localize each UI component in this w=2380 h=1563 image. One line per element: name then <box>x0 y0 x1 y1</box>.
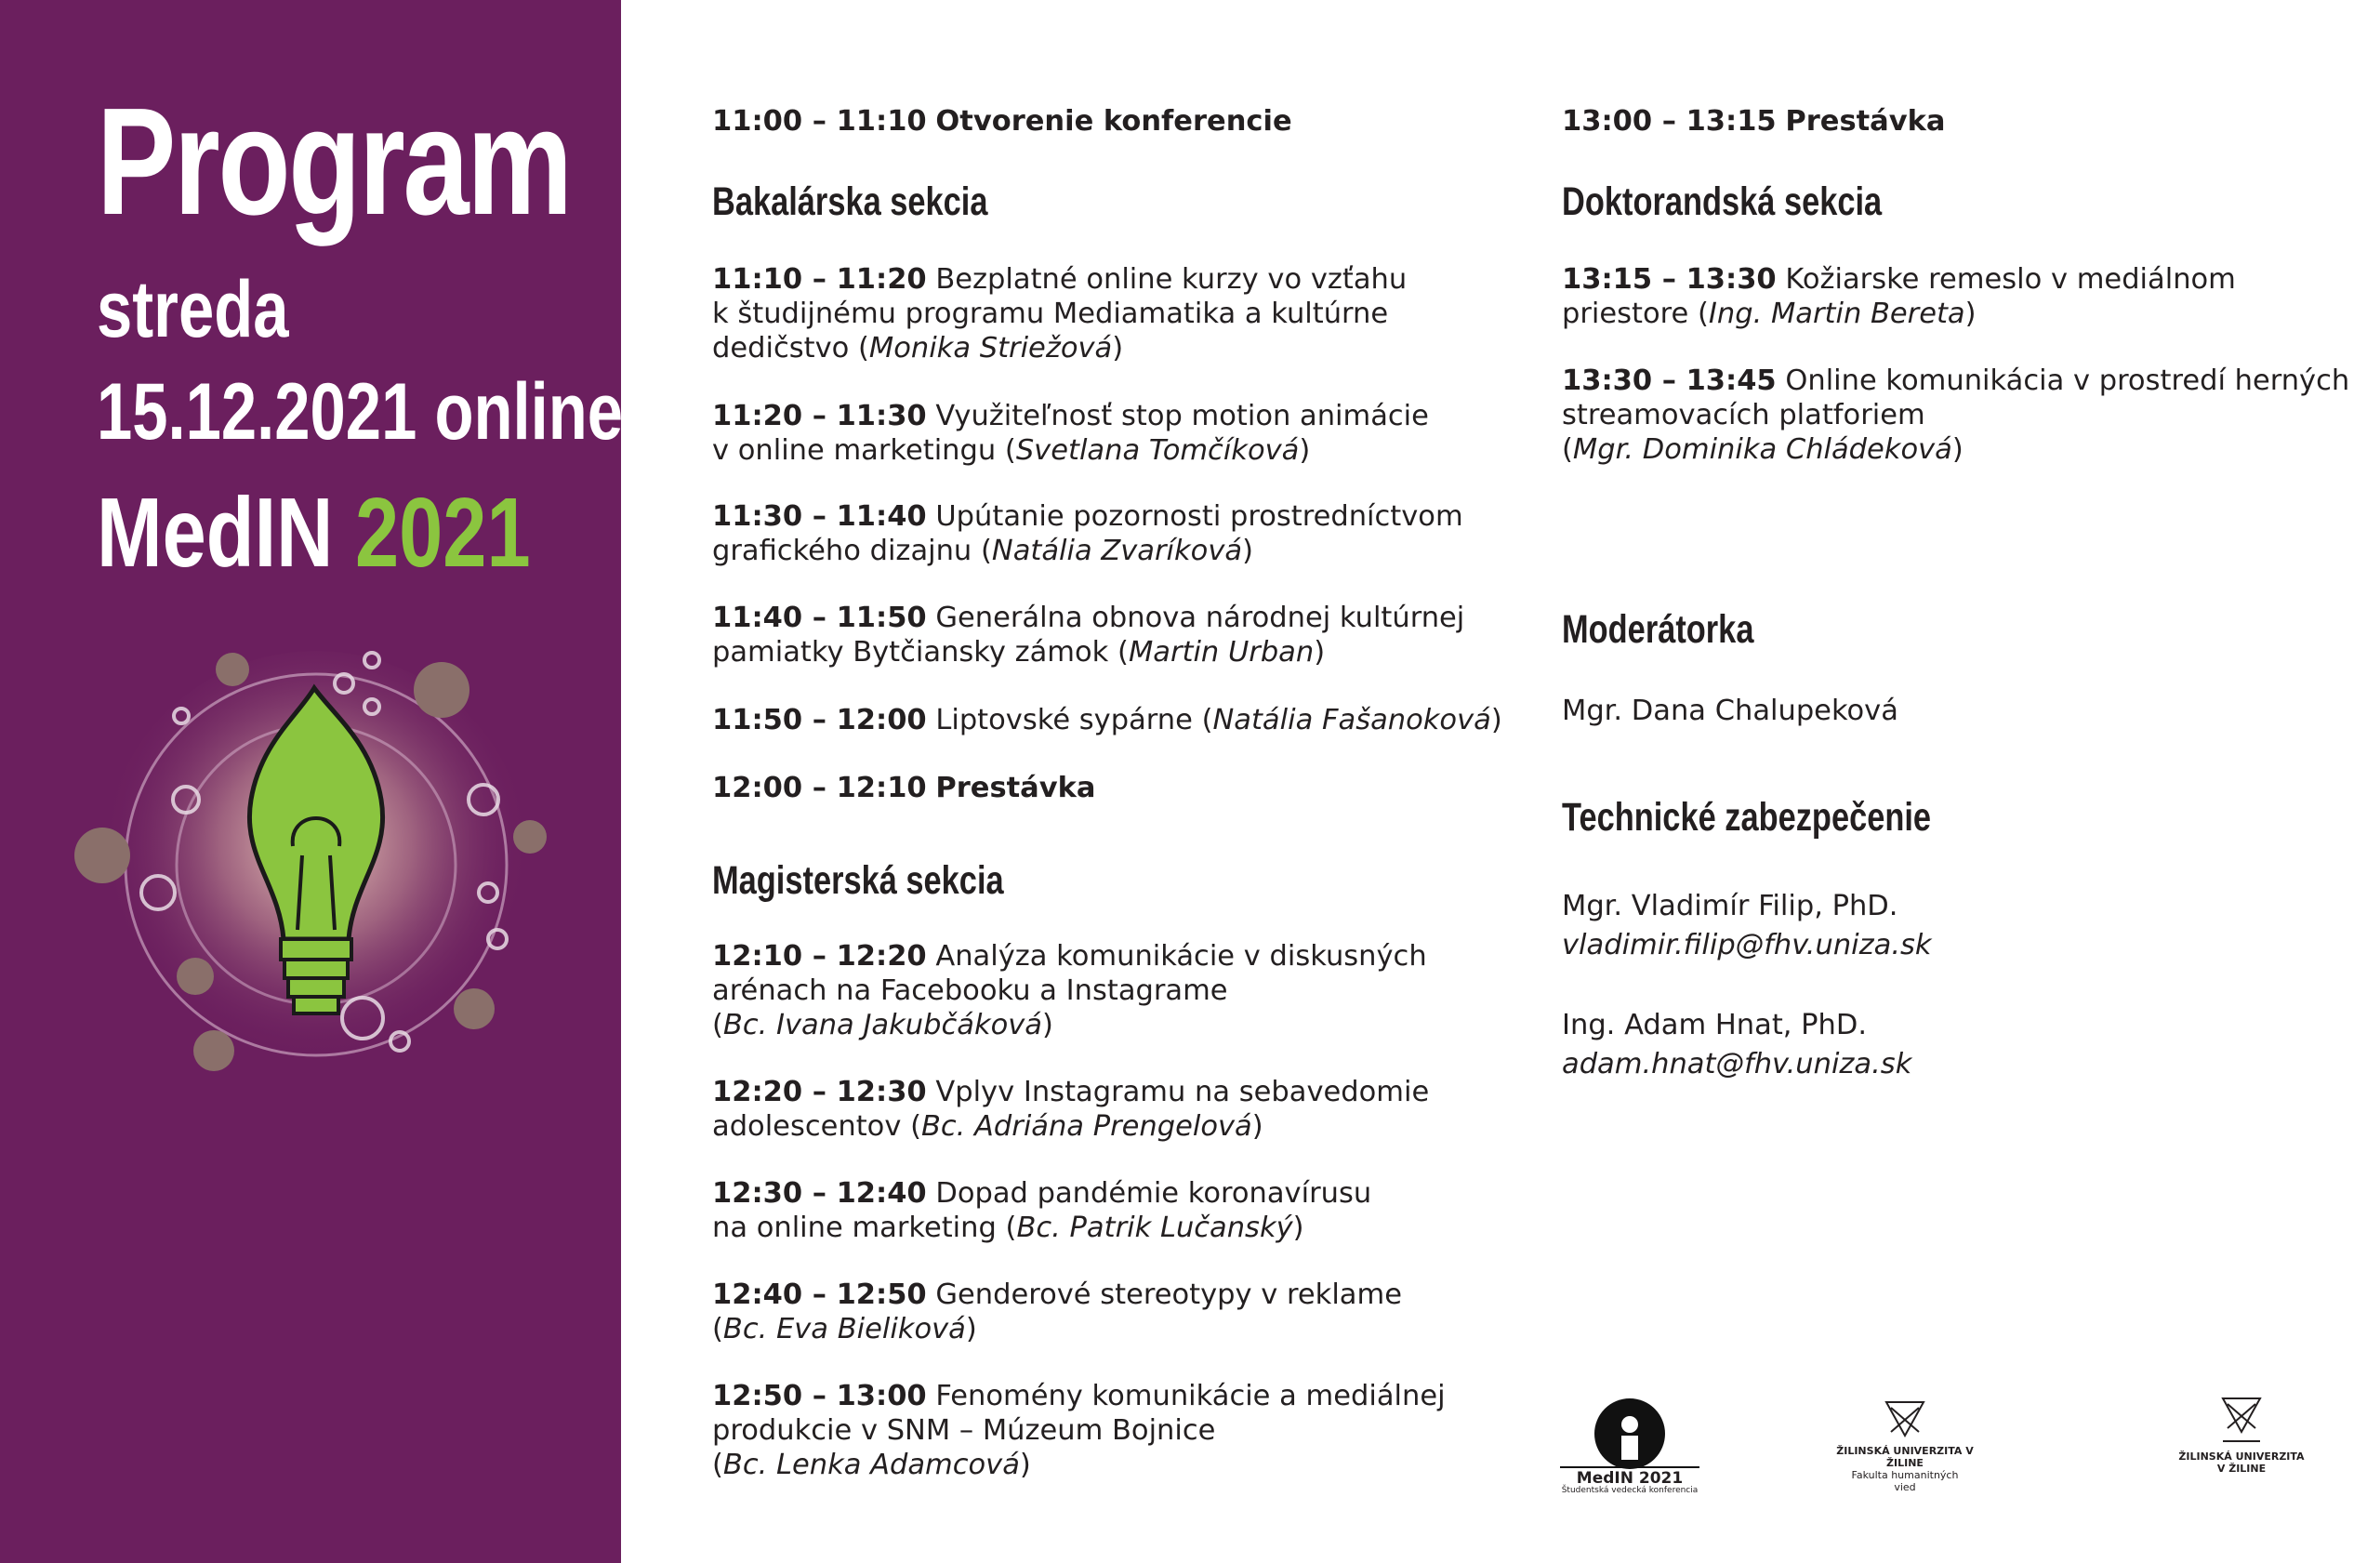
talk-item <box>712 1379 1446 1482</box>
university-logo <box>2172 1391 2311 1475</box>
talk-title: Využiteľnosť stop motion animácie <box>935 400 1429 432</box>
talk-item <box>712 601 1464 669</box>
talk-item <box>712 399 1429 468</box>
talk-title: Kožiarske remeslo v mediálnom <box>1785 263 2236 296</box>
talk-title: grafického dizajnu ( <box>712 535 992 567</box>
moderator-name: Mgr. Dana Chalupeková <box>1562 695 1898 727</box>
talk-paren: ) <box>1112 332 1124 364</box>
tech-person <box>1562 1006 1911 1084</box>
talk-title: Analýza komunikácie v diskusných <box>935 940 1427 973</box>
talk-paren: ) <box>1042 1009 1053 1041</box>
event-brand <box>97 478 531 588</box>
talk-title: pamiatky Bytčiansky zámok ( <box>712 636 1129 669</box>
university-logo-line1: ŽILINSKÁ UNIVERZITA <box>2178 1450 2305 1463</box>
talk-title: adolescentov ( <box>712 1110 921 1143</box>
talk-paren: ) <box>1292 1212 1304 1244</box>
talk-title: streamovacích platforiem <box>1562 399 1925 431</box>
tech-person <box>1562 887 1932 965</box>
event-day: streda <box>97 265 289 354</box>
program-title: Program <box>97 76 571 246</box>
university-logo-line2: V ŽILINE <box>2216 1463 2267 1475</box>
talk-time: 11:50 – 12:00 <box>712 704 927 736</box>
talk-title: ( <box>1562 433 1573 466</box>
talk-time: 13:15 – 13:30 <box>1562 263 1777 296</box>
faculty-logo-line2: Fakulta humanitných <box>1851 1469 1959 1481</box>
talk-title: Genderové stereotypy v reklame <box>935 1278 1402 1311</box>
talk-speaker: Bc. Lenka Adamcová <box>722 1449 1020 1481</box>
university-logo-icon <box>2172 1391 2311 1447</box>
talk-item <box>712 1176 1371 1245</box>
talk-title: Vplyv Instagramu na sebavedomie <box>935 1076 1430 1108</box>
talk-paren: ) <box>1251 1110 1263 1143</box>
talk-paren: ) <box>1299 434 1311 467</box>
talk-title: Bezplatné online kurzy vo vzťahu <box>935 263 1408 296</box>
talk-time: 12:20 – 12:30 <box>712 1076 927 1108</box>
talk-time: 12:30 – 12:40 <box>712 1177 927 1210</box>
talk-title: priestore ( <box>1562 298 1709 330</box>
tech-person-name: Mgr. Vladimír Filip, PhD. <box>1562 890 1898 922</box>
master-section-heading: Magisterská sekcia <box>712 858 1004 903</box>
tech-person-email: vladimir.filip@fhv.uniza.sk <box>1562 929 1932 961</box>
talk-time: 12:40 – 12:50 <box>712 1278 927 1311</box>
faculty-logo-line3: vied <box>1894 1481 1916 1493</box>
talk-title: arénach na Facebooku a Instagrame <box>712 974 1228 1007</box>
talk-speaker: Natália Fašanoková <box>1212 704 1491 736</box>
talk-time: 11:20 – 11:30 <box>712 400 927 432</box>
medin-logo <box>1560 1395 1699 1497</box>
talk-speaker: Bc. Ivana Jakubčáková <box>722 1009 1043 1041</box>
talk-time: 13:30 – 13:45 <box>1562 364 1777 397</box>
medin-logo-title: MedIN 2021 <box>1576 1469 1684 1488</box>
break-item <box>712 771 1096 805</box>
medin-logo-icon <box>1560 1395 1699 1469</box>
talk-title: Online komunikácia v prostredí herných <box>1785 364 2350 397</box>
talk-title: v online marketingu ( <box>712 434 1016 467</box>
talk-item <box>712 939 1427 1042</box>
talk-title: Liptovské sypárne ( <box>935 704 1213 736</box>
bachelor-section-heading: Bakalárska sekcia <box>712 179 988 224</box>
talk-speaker: Monika Striežová <box>868 332 1113 364</box>
talk-speaker: Bc. Patrik Lučanský <box>1016 1212 1293 1244</box>
brand-name: MedIN <box>97 478 334 588</box>
break-title: Prestávka <box>935 772 1096 804</box>
talk-title: ( <box>712 1313 723 1345</box>
program-main <box>621 0 2380 1563</box>
talk-title: Generálna obnova národnej kultúrnej <box>935 602 1465 634</box>
talk-title: ( <box>712 1449 723 1481</box>
talk-speaker: Bc. Eva Bieliková <box>722 1313 966 1345</box>
talk-item <box>712 499 1463 568</box>
talk-paren: ) <box>1314 636 1326 669</box>
talk-time: 12:10 – 12:20 <box>712 940 927 973</box>
medin-logo-subtitle: Študentská vedecká konferencia <box>1561 1486 1699 1495</box>
brand-year: 2021 <box>354 478 531 588</box>
moderator-heading: Moderátorka <box>1562 607 1754 652</box>
faculty-logo-line1: ŽILINSKÁ UNIVERZITA V ŽILINE <box>1836 1445 1974 1469</box>
break-time: 12:00 – 12:10 <box>712 772 927 804</box>
tech-person-email: adam.hnat@fhv.uniza.sk <box>1562 1048 1912 1080</box>
talk-paren: ) <box>1951 433 1964 466</box>
talk-time: 11:40 – 11:50 <box>712 602 927 634</box>
talk-item <box>1562 262 2236 331</box>
tech-person-name: Ing. Adam Hnat, PhD. <box>1562 1009 1868 1041</box>
opening-item <box>712 104 1292 139</box>
talk-title: k študijnému programu Mediamatika a kultúrne <box>712 298 1389 330</box>
opening-time: 11:00 – 11:10 <box>712 105 927 138</box>
doctoral-section-heading: Doktorandská sekcia <box>1562 179 1883 224</box>
talk-paren: ) <box>1490 704 1502 736</box>
talk-speaker: Natália Zvaríková <box>991 535 1243 567</box>
talk-speaker: Martin Urban <box>1128 636 1315 669</box>
talk-speaker: Ing. Martin Bereta <box>1708 298 1965 330</box>
talk-title: produkcie v SNM – Múzeum Bojnice <box>712 1414 1216 1447</box>
talk-item <box>712 1278 1402 1346</box>
talk-title: na online marketing ( <box>712 1212 1017 1244</box>
break-time: 13:00 – 13:15 <box>1562 105 1777 138</box>
sidebar-panel <box>0 0 624 1563</box>
tech-heading: Technické zabezpečenie <box>1562 795 1932 840</box>
talk-speaker: Mgr. Dominika Chládeková <box>1572 433 1952 466</box>
talk-paren: ) <box>1242 535 1253 567</box>
talk-speaker: Bc. Adriána Prengelová <box>920 1110 1252 1143</box>
talk-item <box>1562 364 2349 467</box>
talk-time: 11:10 – 11:20 <box>712 263 927 296</box>
talk-title: Dopad pandémie koronavírusu <box>935 1177 1372 1210</box>
faculty-logo <box>1835 1395 1975 1493</box>
talk-title: Fenomény komunikácie a mediálnej <box>935 1380 1446 1412</box>
talk-paren: ) <box>1964 298 1977 330</box>
talk-title: dedičstvo ( <box>712 332 869 364</box>
opening-title: Otvorenie konferencie <box>935 105 1292 138</box>
break-title: Prestávka <box>1785 105 1946 138</box>
talk-paren: ) <box>1019 1449 1031 1481</box>
talk-time: 11:30 – 11:40 <box>712 500 927 533</box>
lightbulb-illustration <box>65 632 567 1097</box>
talk-title: Upútanie pozornosti prostredníctvom <box>935 500 1463 533</box>
talk-item <box>712 1075 1429 1144</box>
talk-paren: ) <box>965 1313 977 1345</box>
talk-item <box>712 262 1407 365</box>
talk-time: 12:50 – 13:00 <box>712 1380 927 1412</box>
faculty-logo-icon <box>1835 1395 1975 1441</box>
break-item <box>1562 104 1946 139</box>
talk-speaker: Svetlana Tomčíková <box>1015 434 1300 467</box>
event-date: 15.12.2021 online <box>97 367 624 457</box>
talk-title: ( <box>712 1009 723 1041</box>
talk-item <box>712 703 1502 737</box>
